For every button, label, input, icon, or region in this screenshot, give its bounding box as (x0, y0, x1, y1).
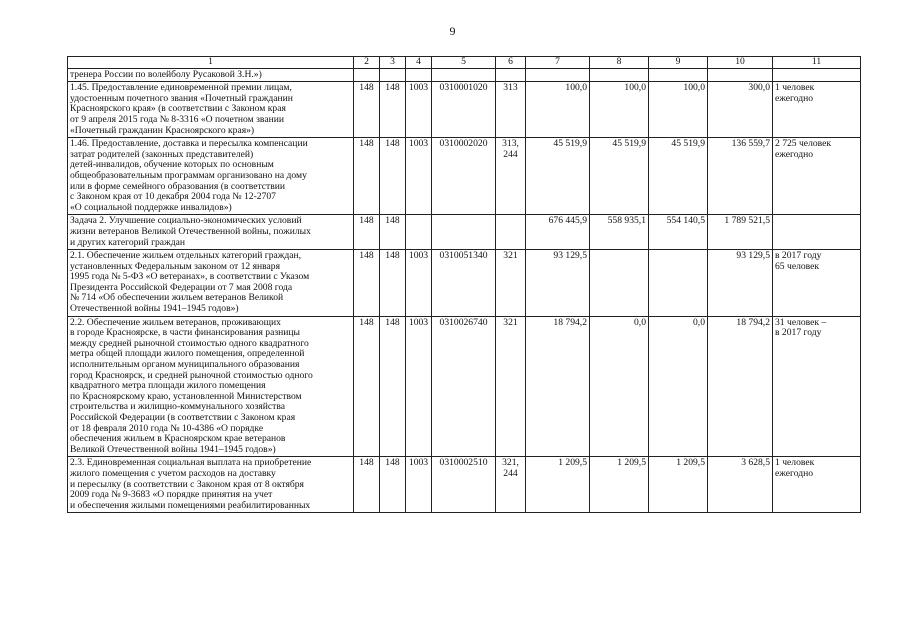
expected-result-cell (773, 82, 861, 138)
table-row (68, 215, 861, 250)
column-number-9: 9 (649, 57, 708, 69)
column-number-row (68, 57, 861, 69)
text-line: ежегодно (775, 148, 814, 160)
year-2-amount-cell: 0,0 (590, 316, 649, 457)
text-line: Президента Российской Федерации от 7 мая 2008 года (70, 281, 293, 293)
text-line: метра общей площади жилого помещения, определенной (70, 348, 305, 360)
text-line: в городе Красноярске, в части финансирования разницы (70, 327, 300, 339)
section-code-cell: 1003 (406, 138, 432, 215)
year-2-amount-cell: 45 519,9 (590, 138, 649, 215)
text-line: обеспечения жильем в Красноярском крае ветеранов (70, 433, 286, 445)
text-line: исполнительным органом муниципального образования (70, 359, 300, 371)
table-row (68, 68, 861, 82)
expected-result-cell (773, 250, 861, 317)
total-amount-cell: 1 789 521,5 (708, 215, 773, 250)
year-1-amount-cell (526, 68, 590, 82)
table-body (68, 57, 861, 513)
column-number-5: 5 (432, 57, 496, 69)
year-3-amount-cell (649, 250, 708, 317)
year-3-amount-cell: 45 519,9 (649, 138, 708, 215)
text-line: 313 (503, 82, 518, 94)
text-line: город Красноярск, и средней рыночной стоимостью одного (70, 369, 313, 381)
text-line: установленных Федеральным законом от 12 января (70, 260, 281, 272)
text-line: жизни ветеранов Великой Отечественной войны, пожилых (70, 225, 311, 237)
text-line: и других категорий граждан (70, 236, 185, 248)
year-1-amount-cell: 45 519,9 (526, 138, 590, 215)
chief-admin-code-cell: 148 (380, 138, 406, 215)
text-line: ежегодно (775, 467, 814, 479)
target-item-code-cell: 0310001020 (432, 82, 496, 138)
section-code-cell: 1003 (406, 250, 432, 317)
description-cell (68, 68, 354, 82)
column-number-8: 8 (590, 57, 649, 69)
text-line: 313, (502, 138, 519, 150)
chief-admin-code-cell (380, 68, 406, 82)
text-line: 1995 года № 5-ФЗ «О ветеранах», в соответствии с Указом (70, 271, 310, 283)
text-line: 1.45. Предоставление единовременной премии лицам, (70, 82, 292, 94)
section-code-cell (406, 215, 432, 250)
text-line: или в форме семейного образования (в соответствии (70, 180, 286, 192)
target-item-code-cell: 0310002020 (432, 138, 496, 215)
text-line: 244 (503, 467, 518, 479)
admin-code-cell (354, 68, 380, 82)
year-2-amount-cell (590, 250, 649, 317)
chief-admin-code-cell: 148 (380, 250, 406, 317)
text-line: строительства и жилищно-коммунального хозяйства (70, 401, 286, 413)
total-amount-cell: 18 794,2 (708, 316, 773, 457)
expected-result-cell (773, 457, 861, 513)
year-2-amount-cell: 100,0 (590, 82, 649, 138)
text-line: 321, (502, 457, 519, 469)
expected-result-cell (773, 215, 861, 250)
expense-type-code-cell (496, 68, 526, 82)
year-3-amount-cell: 554 140,5 (649, 215, 708, 250)
table-row (68, 82, 861, 138)
text-line: Российской Федерации (в соответствии с Законом края (70, 412, 296, 423)
target-item-code-cell: 0310026740 (432, 316, 496, 457)
year-2-amount-cell (590, 68, 649, 82)
text-line: ежегодно (775, 92, 814, 104)
total-amount-cell: 300,0 (708, 82, 773, 138)
column-number-7: 7 (526, 57, 590, 69)
text-line: общеобразовательным программам организовано на дому (70, 169, 307, 181)
admin-code-cell: 148 (354, 250, 380, 317)
text-line: 1 человек (775, 82, 815, 94)
text-line: и обеспечения жилыми помещениями реабилитированных (70, 499, 311, 511)
text-line: в 2017 году (775, 327, 822, 339)
year-1-amount-cell: 676 445,9 (526, 215, 590, 250)
text-line: Великой Отечественной войны 1941–1945 годов») (70, 443, 276, 455)
text-line: 321 (503, 250, 518, 262)
year-2-amount-cell: 558 935,1 (590, 215, 649, 250)
text-line: 2.2. Обеспечение жильем ветеранов, проживающих (70, 316, 281, 328)
text-line: квадратного метра площади жилого помещения (70, 380, 266, 392)
total-amount-cell (708, 68, 773, 82)
expense-type-code-cell (496, 82, 526, 138)
text-line: 2 725 человек (775, 138, 832, 150)
description-cell (68, 215, 354, 250)
description-cell (68, 250, 354, 317)
text-line: Красноярского края» (в соответствии с Законом края (70, 103, 286, 115)
column-number-6: 6 (496, 57, 526, 69)
text-line: 2.3. Единовременная социальная выплата на приобретение (70, 457, 312, 469)
text-line: 1.46. Предоставление, доставка и пересылка компенсации (70, 138, 308, 150)
admin-code-cell: 148 (354, 215, 380, 250)
target-item-code-cell: 0310002510 (432, 457, 496, 513)
section-code-cell (406, 68, 432, 82)
program-budget-table (67, 56, 861, 513)
description-cell (68, 138, 354, 215)
text-line: 321 (503, 316, 518, 328)
text-line: 31 человек – (775, 316, 827, 328)
expense-type-code-cell (496, 250, 526, 317)
table-row (68, 250, 861, 317)
column-number-3: 3 (380, 57, 406, 69)
text-line: от 9 апреля 2015 года № 8-3316 «О почетном звании (70, 113, 284, 125)
target-item-code-cell (432, 68, 496, 82)
table-row (68, 457, 861, 513)
year-3-amount-cell: 0,0 (649, 316, 708, 457)
column-number-2: 2 (354, 57, 380, 69)
year-1-amount-cell: 18 794,2 (526, 316, 590, 457)
text-line: «Почетный гражданин Красноярского края») (70, 124, 255, 136)
column-number-1: 1 (68, 57, 354, 69)
text-line: 2.1. Обеспечение жильем отдельных категорий граждан, (70, 250, 302, 262)
text-line: по Красноярскому краю, установленной Министерством (70, 390, 302, 402)
chief-admin-code-cell: 148 (380, 82, 406, 138)
expense-type-code-cell (496, 138, 526, 215)
column-number-10: 10 (708, 57, 773, 69)
target-item-code-cell (432, 215, 496, 250)
chief-admin-code-cell: 148 (380, 215, 406, 250)
year-3-amount-cell: 100,0 (649, 82, 708, 138)
table-row (68, 138, 861, 215)
year-1-amount-cell: 93 129,5 (526, 250, 590, 317)
text-line: жилого помещения с учетом расходов на доставку (70, 467, 276, 479)
text-line: с Законом края от 10 декабря 2004 года № 12-2707 (70, 191, 276, 203)
text-line: удостоенным почетного звания «Почетный гражданин (70, 92, 293, 104)
admin-code-cell: 148 (354, 138, 380, 215)
text-line: в 2017 году (775, 250, 822, 262)
expected-result-cell (773, 68, 861, 82)
description-cell (68, 457, 354, 513)
year-3-amount-cell (649, 68, 708, 82)
text-line: тренера России по волейболу Русаковой З.Н.») (70, 68, 262, 80)
admin-code-cell: 148 (354, 316, 380, 457)
total-amount-cell: 136 559,7 (708, 138, 773, 215)
year-1-amount-cell: 100,0 (526, 82, 590, 138)
year-3-amount-cell: 1 209,5 (649, 457, 708, 513)
text-line: между средней рыночной стоимостью одного квадратного (70, 337, 309, 349)
page-number: 9 (449, 24, 456, 38)
year-2-amount-cell: 1 209,5 (590, 457, 649, 513)
text-line: 1 человек (775, 457, 815, 469)
description-cell (68, 316, 354, 457)
admin-code-cell: 148 (354, 457, 380, 513)
text-line: и пересылку (в соответствии с Законом края от 8 октября (70, 478, 304, 490)
total-amount-cell: 3 628,5 (708, 457, 773, 513)
description-cell (68, 82, 354, 138)
text-line: «О социальной поддержке инвалидов») (70, 201, 232, 213)
section-code-cell: 1003 (406, 457, 432, 513)
expense-type-code-cell (496, 457, 526, 513)
table-row (68, 316, 861, 457)
column-number-4: 4 (406, 57, 432, 69)
expense-type-code-cell (496, 215, 526, 250)
total-amount-cell: 93 129,5 (708, 250, 773, 317)
chief-admin-code-cell: 148 (380, 316, 406, 457)
text-line: детей-инвалидов, обучение которых по основным (70, 159, 274, 171)
text-line: 2009 года № 9-3683 «О порядке принятия на учет (70, 489, 273, 501)
section-code-cell: 1003 (406, 316, 432, 457)
target-item-code-cell: 0310051340 (432, 250, 496, 317)
text-line: от 18 февраля 2010 года № 10-4386 «О порядке (70, 422, 264, 434)
column-number-11: 11 (773, 57, 861, 69)
text-line: 65 человек (775, 260, 820, 272)
expected-result-cell (773, 138, 861, 215)
text-line: Задача 2. Улучшение социально-экономических условий (70, 215, 302, 227)
section-code-cell: 1003 (406, 82, 432, 138)
chief-admin-code-cell: 148 (380, 457, 406, 513)
expected-result-cell (773, 316, 861, 457)
text-line: 244 (503, 148, 518, 160)
text-line: Отечественной войны 1941–1945 годов») (70, 303, 239, 315)
text-line: затрат родителей (законных представителей) (70, 148, 254, 160)
text-line: № 714 «Об обеспечении жильем ветеранов Великой (70, 292, 284, 304)
admin-code-cell: 148 (354, 82, 380, 138)
year-1-amount-cell: 1 209,5 (526, 457, 590, 513)
expense-type-code-cell (496, 316, 526, 457)
